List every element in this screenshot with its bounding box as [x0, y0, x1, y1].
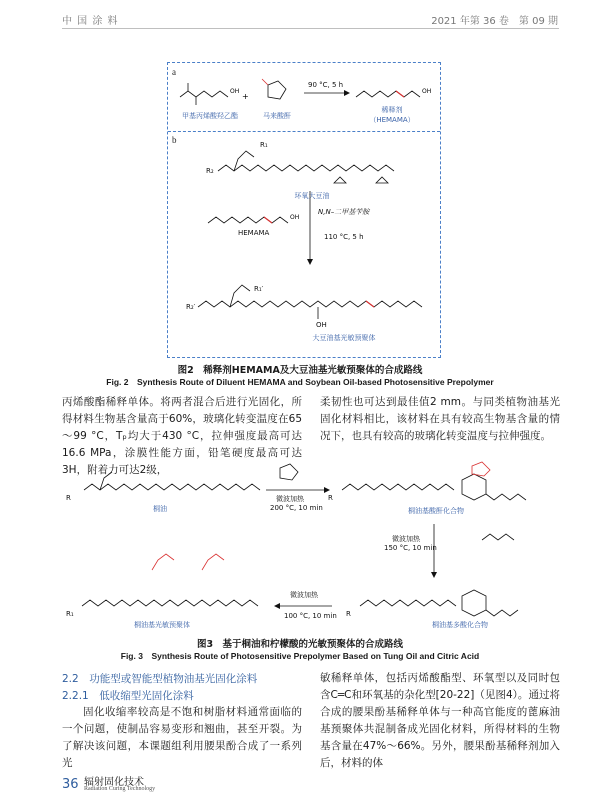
catalyst-label: N,N–二甲基苄胺	[318, 208, 370, 216]
figure-2-caption-en: Fig. 2 Synthesis Route of Diluent HEMAMA and Soybean Oil-based Photosensitive Prepolymer	[106, 377, 494, 387]
tung-oil-label: 桐油	[153, 505, 167, 513]
prepolymer-r1p: R₁′	[254, 285, 264, 293]
condition-a: 90 °C, 5 h	[308, 81, 344, 89]
panel-b-structures	[168, 131, 440, 357]
prepolymer-r1: R₁	[66, 610, 74, 618]
panel-a-label: a	[172, 67, 176, 77]
body-text-right-bottom	[320, 670, 560, 772]
condition-2-zh: 微波加热	[392, 535, 420, 543]
figure-2-caption-zh: 图2 稀释剂HEMAMA及大豆油基光敏预聚体的合成路线	[177, 365, 423, 376]
prepolymer-r2p: R₂′	[186, 303, 196, 311]
reactant-hema-label: 甲基丙烯酸羟乙酯	[182, 112, 238, 120]
reactant-maleic-label: 马来酸酐	[263, 112, 291, 120]
figure-3-caption-zh: 图3 基于桐油和柠檬酸的光敏预聚体的合成路线	[196, 639, 404, 650]
svg-text:OH: OH	[230, 88, 240, 95]
tung-prepolymer-label: 桐油基光敏预聚体	[134, 621, 190, 629]
journal-title-zh: 辐射固化技术	[84, 777, 144, 788]
paragraph: 丙烯酸酯稀释单体。将两者混合后进行光固化，所得材料生物基含量高于60%，玻璃化转变温度在65～99 °C，Tₚ均大于430 °C，拉伸强度最高可达16.6 MPa，涂膜性能方面，铅笔硬度最高可达3H，附着力可达2级，	[62, 396, 302, 476]
soy-r2: R₂	[206, 167, 214, 175]
epoxy-soybean-oil-label: 环氧大豆油	[294, 192, 330, 200]
paragraph: 固化收缩率较高是不饱和树脂材料通常面临的一个问题，使制品容易变形和翘曲，甚至开裂。为了解决该问题，本课题组利用腰果酚合成了一系列光	[62, 706, 302, 769]
svg-text:OH: OH	[290, 214, 300, 221]
section-heading: 2.2 功能型或智能型植物油基光固化涂料	[62, 673, 258, 685]
product-a-name: 稀释剂	[381, 106, 403, 114]
anhydride-r: R	[328, 494, 333, 502]
paragraph: 柔韧性也可达到最佳值2 mm。与同类植物油基光固化材料相比，该材料在具有较高生物基含量的情况下，也具有较高的玻璃化转变温度与拉伸强度。	[320, 396, 560, 442]
svg-text:+: +	[242, 92, 249, 101]
polyacid-r: R	[346, 610, 351, 618]
issue-header: 2021 年第 36 卷 第 09 期	[431, 16, 558, 27]
condition-3-zh: 微波加热	[290, 591, 318, 599]
tung-r: R	[66, 494, 71, 502]
condition-1-zh: 微波加热	[276, 495, 304, 503]
header-rule	[62, 28, 559, 29]
journal-title-en: Radiation Curing Technology	[84, 786, 156, 792]
hemama-label: HEMAMA	[238, 229, 270, 237]
figure-2	[167, 62, 441, 358]
paragraph: 敏稀释单体，包括丙烯酸酯型、环氧型以及同时包含C═C和环氧基的杂化型[20-22]（见图4）。通过将合成的腰果酚基稀释单体与一种高官能度的蓖麻油基预聚体共混制备成光固化材料，所得材料的生物基含量在47%～66%。另外，腰果酚基稀释剂加入后，材料的体	[320, 672, 560, 769]
panel-b-label: b	[172, 135, 177, 145]
journal-name-header: 中 国 涂 料	[62, 16, 119, 27]
figure-3	[62, 460, 559, 630]
body-text-left-bottom	[62, 704, 302, 772]
condition-b: 110 °C, 5 h	[324, 233, 364, 241]
condition-3: 100 °C, 10 min	[284, 612, 337, 620]
soybean-prepolymer-label: 大豆油基光敏预聚体	[312, 334, 376, 342]
condition-1: 200 °C, 10 min	[270, 504, 323, 512]
subsection-heading: 2.2.1 低收缩型光固化涂料	[62, 690, 194, 702]
polyacid-label: 桐油基多酸化合物	[432, 621, 488, 629]
anhydride-label: 桐油基酸酐化合物	[408, 507, 464, 515]
condition-2: 150 °C, 10 min	[384, 544, 437, 552]
page-number: 36	[62, 777, 79, 792]
figure-3-caption-en: Fig. 3 Synthesis Route of Photosensitive Prepolymer Based on Tung Oil and Citric Acid	[120, 651, 480, 661]
svg-text:OH: OH	[422, 88, 432, 95]
prepolymer-oh: OH	[316, 321, 327, 329]
figure-3-structures	[62, 460, 559, 630]
body-text-right-top	[320, 394, 560, 445]
product-a-abbr: （HEMAMA）	[369, 116, 415, 124]
soy-r1: R₁	[260, 141, 268, 149]
